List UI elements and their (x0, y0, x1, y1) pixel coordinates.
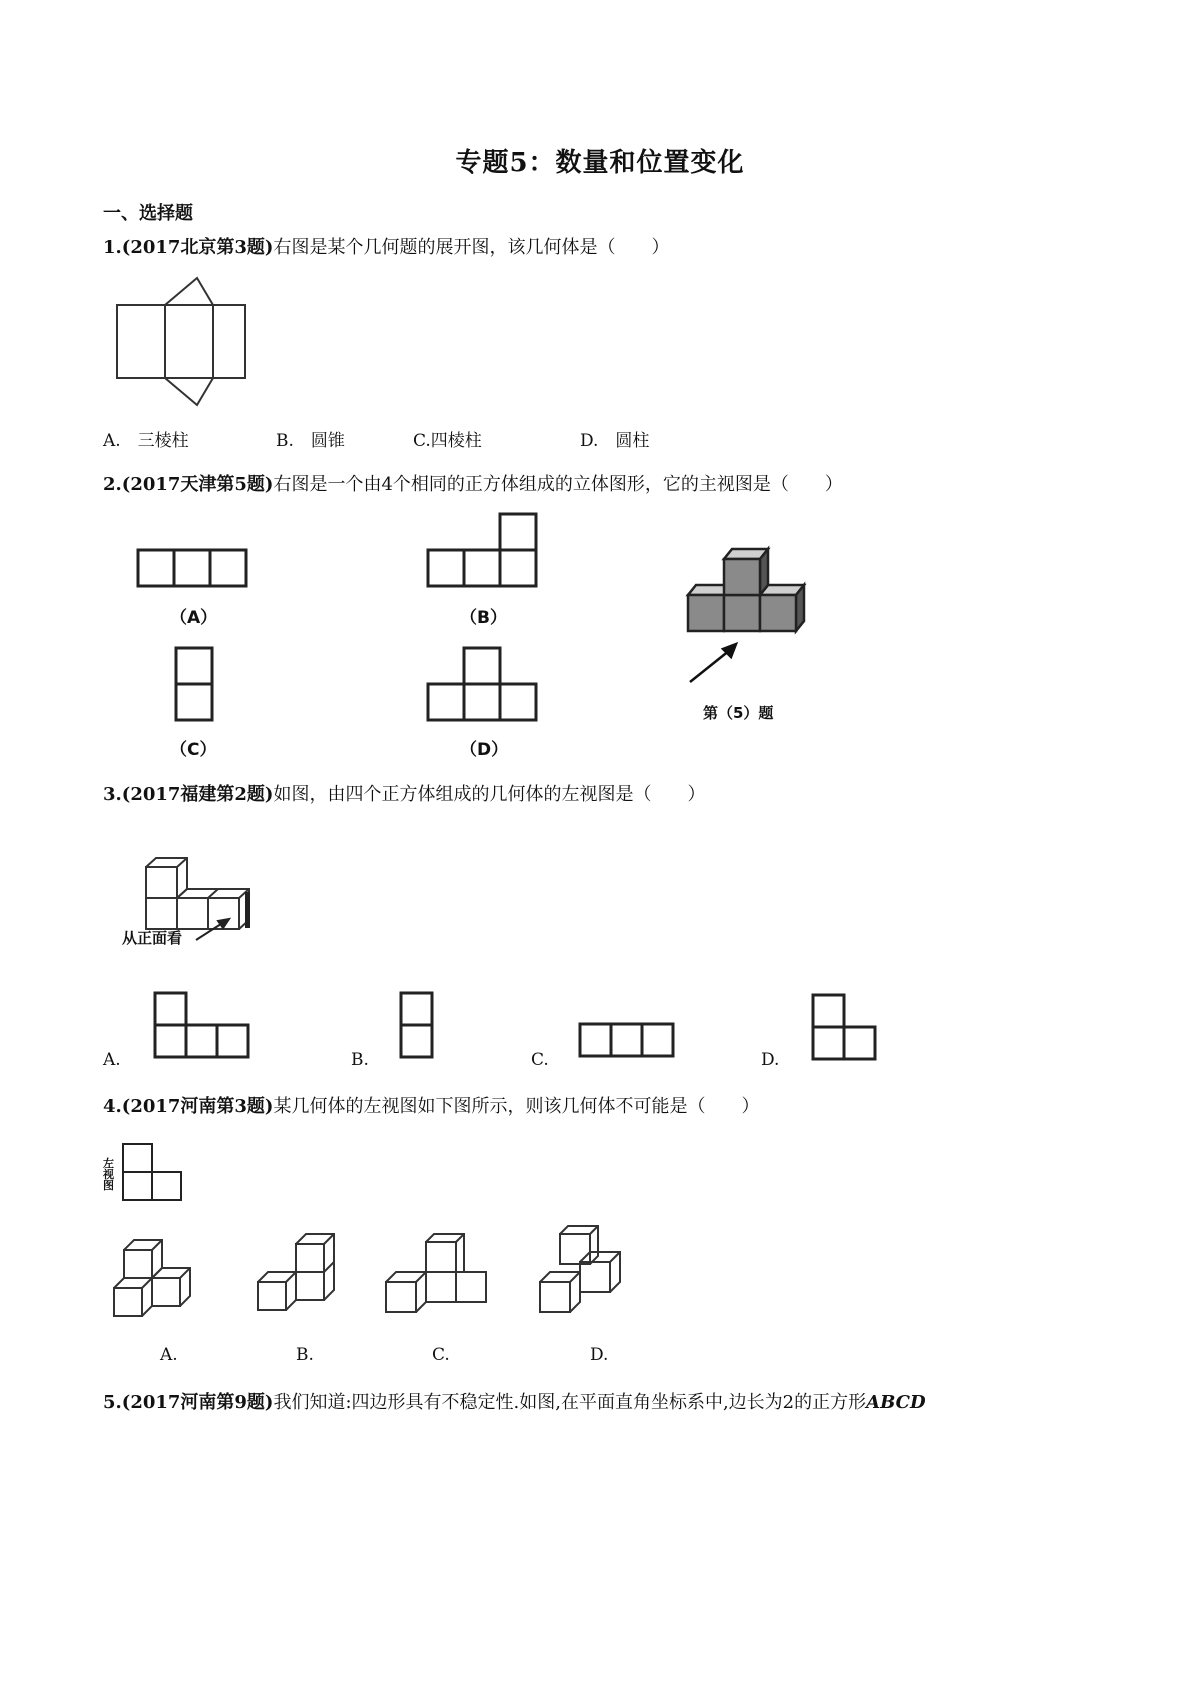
q4-figure-label: 左视图 (103, 1157, 114, 1192)
question-1 (103, 233, 669, 259)
q1-option-a[interactable]: A. 三棱柱 (103, 431, 189, 451)
q1-net-face-right (213, 305, 245, 378)
question-1-text: 右图是某个几何题的展开图，该几何体是（ ） (273, 237, 670, 258)
q1-net-face-left (117, 305, 165, 378)
question-1-number: 1. (103, 237, 122, 258)
q3-option-a-label[interactable]: A. (103, 1050, 121, 1070)
question-1-source: (2017北京第3题) (121, 237, 274, 258)
q1-option-d[interactable]: D. 圆柱 (580, 431, 650, 451)
question-5-text: 我们知道:四边形具有不稳定性.如图,在平面直角坐标系中,边长为2的正方形 (273, 1392, 867, 1413)
q3-option-b-figure[interactable] (394, 988, 444, 1063)
q4-option-d-label[interactable]: D. (590, 1345, 609, 1365)
q4-left-view-figure (118, 1140, 188, 1205)
question-2-number: 2. (103, 474, 122, 495)
question-3-number: 3. (103, 784, 122, 805)
q2-caption-a: （A） (170, 608, 218, 628)
question-5 (103, 1388, 926, 1414)
question-3-text: 如图，由四个正方体组成的几何体的左视图是（ ） (273, 784, 706, 805)
q2-option-a-figure[interactable] (130, 540, 260, 600)
question-4-text: 某几何体的左视图如下图所示，则该几何体不可能是（ ） (273, 1096, 760, 1117)
q3-option-c-label[interactable]: C. (531, 1050, 549, 1070)
q1-net-face-middle (165, 305, 213, 378)
q3-option-d-label[interactable]: D. (761, 1050, 780, 1070)
q4-option-c-label[interactable]: C. (432, 1345, 450, 1365)
q1-net-triangle-top (165, 278, 213, 305)
question-5-number: 5. (103, 1392, 122, 1413)
q4-option-c-figure[interactable] (378, 1230, 498, 1325)
q3-option-b-label[interactable]: B. (351, 1050, 369, 1070)
question-5-math: ABCD (866, 1392, 926, 1413)
q3-option-d-figure[interactable] (806, 990, 886, 1065)
q3-figure-label: 从正面看 (122, 929, 183, 947)
q1-prism-net-figure (100, 270, 260, 415)
q2-caption-c: （C） (170, 740, 217, 760)
question-4-source: (2017河南第3题) (121, 1096, 274, 1117)
question-4-number: 4. (103, 1096, 122, 1117)
q4-option-a-label[interactable]: A. (160, 1345, 178, 1365)
q2-option-b-figure[interactable] (420, 505, 550, 600)
question-3-source: (2017福建第2题) (121, 784, 274, 805)
q2-cube-stack-figure (680, 540, 820, 700)
q1-net-triangle-bottom (165, 378, 213, 405)
q3-option-c-figure[interactable] (573, 1018, 683, 1063)
q2-caption-d: （D） (460, 740, 509, 760)
page-title: 专题5：数量和位置变化 (455, 148, 745, 178)
q2-figure-label: 第（5）题 (703, 704, 774, 722)
question-2-text: 右图是一个由4个相同的正方体组成的立体图形，它的主视图是（ ） (273, 474, 843, 495)
q2-caption-b: （B） (460, 608, 507, 628)
q1-option-b[interactable]: B. 圆锥 (276, 431, 345, 451)
section-heading: 一、选择题 (103, 203, 193, 224)
question-2-source: (2017天津第5题) (121, 474, 274, 495)
question-2 (103, 470, 843, 496)
q4-option-b-label[interactable]: B. (296, 1345, 314, 1365)
q3-option-a-figure[interactable] (148, 988, 258, 1063)
question-5-source: (2017河南第9题) (121, 1392, 274, 1413)
q2-option-d-figure[interactable] (420, 640, 550, 730)
q4-option-b-figure[interactable] (250, 1230, 350, 1325)
question-4 (103, 1092, 759, 1118)
q1-option-c[interactable]: C.四棱柱 (413, 431, 482, 451)
q2-option-c-figure[interactable] (168, 640, 228, 730)
q4-option-d-figure[interactable] (532, 1220, 642, 1325)
question-3 (103, 780, 705, 806)
q4-option-a-figure[interactable] (100, 1230, 200, 1325)
